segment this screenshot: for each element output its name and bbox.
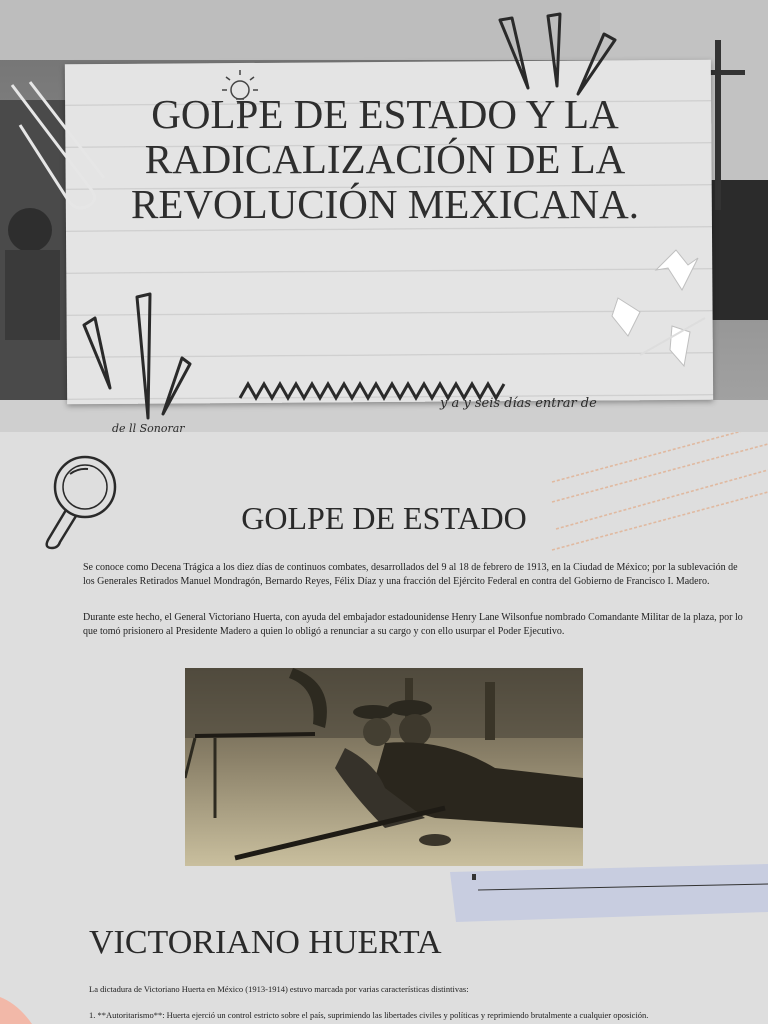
content-slide: [0, 432, 768, 1024]
spikes-top-icon: [500, 14, 615, 94]
paragraph: Durante este hecho, el General Victoriano Huerta, con ayuda del embajador estadounidense Henry Lane Wilsonfue nombrado Comandante Militar de la plaza, por lo que tomó prisionero al Presidente Madero a quien lo obligó a renunciar a su cargo y con ello usurpar el Poder Ejecutivo.: [83, 612, 743, 637]
list-item: 1. **Autoritarismo**: Huerta ejerció un control estricto sobre el país, suprimiendo las libertades civiles y políticas y reprimiendo brutalmente a cualquier oposición.: [89, 1010, 649, 1020]
title-slide: [0, 0, 768, 432]
blue-shape: [450, 864, 768, 922]
sparkle-icon: [612, 250, 705, 366]
handwritten-text: y a y seis días entrar de: [440, 396, 597, 411]
spikes-left-icon: [84, 294, 190, 418]
page-title: GOLPE DE ESTADO Y LA RADICALIZACIÓN DE LA REVOLUCIÓN MEXICANA.: [131, 91, 639, 228]
pink-corner: [0, 997, 32, 1024]
paragraph: La dictadura de Victoriano Huerta en México (1913-1914) estuvo marcada por varias características distintivas:: [89, 984, 469, 994]
paragraph: Se conoce como Decena Trágica a los diez días de continuos combates, desarrollados del 9 al 18 de febrero de 1913, en la Ciudad de México; por la sublevación de los Generales Retirados Manuel Mondragón, Bernardo Reyes, Félix Díaz y una fracción del Ejército Federal en contra del Gobierno de Francisco I. Madero.: [83, 562, 738, 587]
section-heading: GOLPE DE ESTADO: [241, 500, 527, 536]
historical-photo: [185, 668, 583, 866]
handwritten-text: de ll Sonorar: [112, 422, 185, 432]
subheading: VICTORIANO HUERTA: [89, 924, 442, 961]
